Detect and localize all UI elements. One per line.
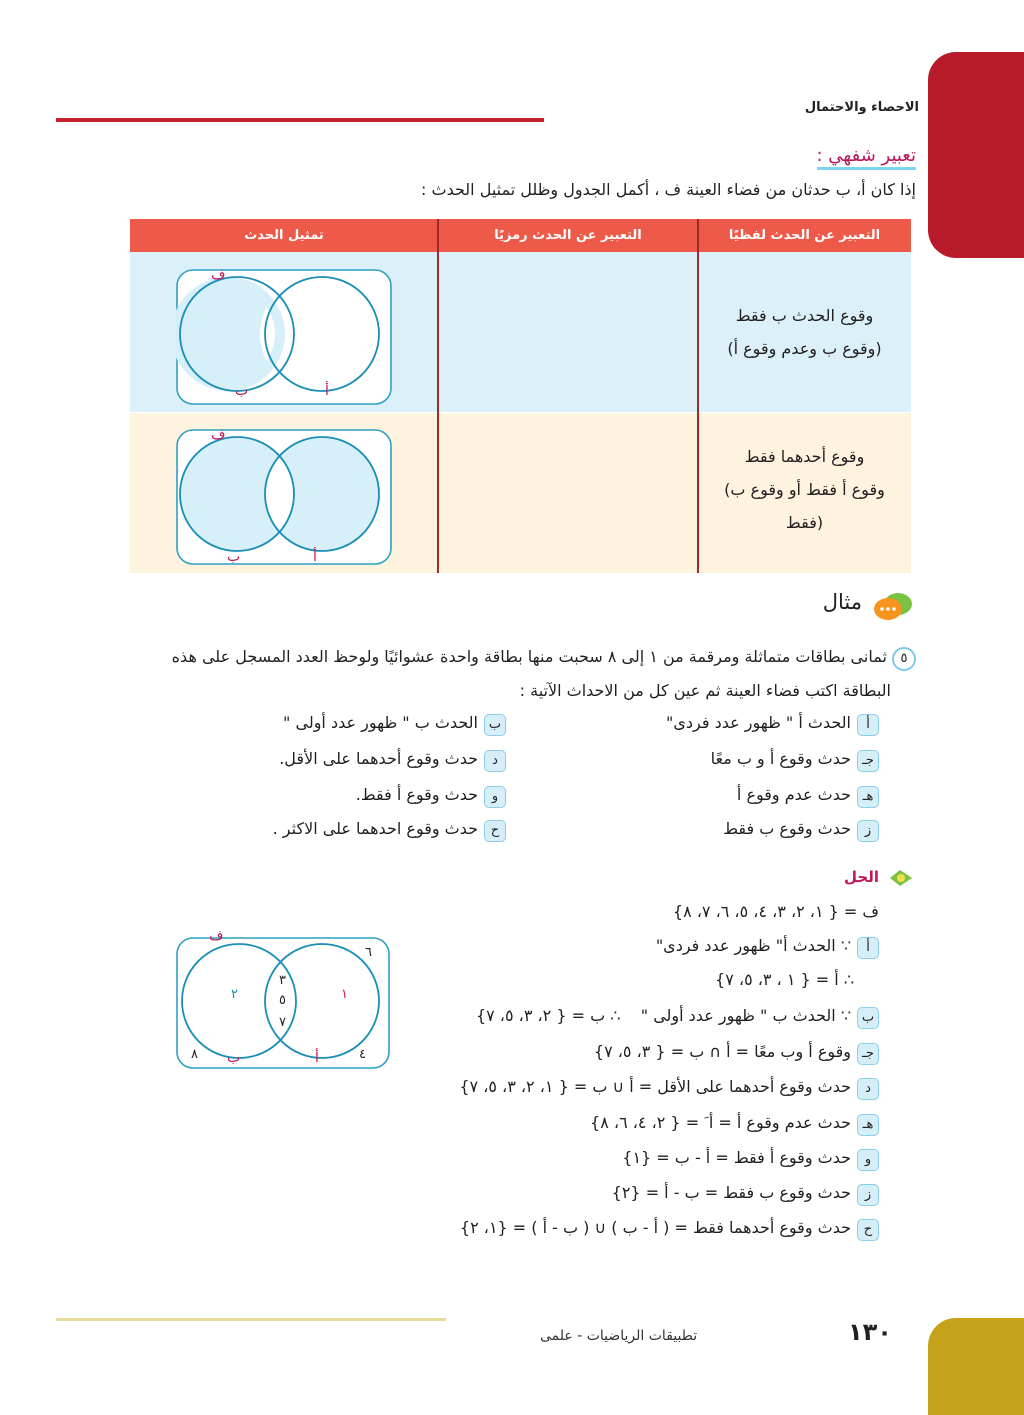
book-title: تطبيقات الرياضيات - علمى: [540, 1328, 698, 1344]
example-text-line1: ٥ ثمانى بطاقات متماثلة ومرقمة من ١ إلى ٨ سحبت منها بطاقة واحدة عشوائيًا ولوحظ العدد المسجل على هذه: [172, 647, 916, 671]
list-item: جـحدث وقوع أ و ب معًا: [711, 749, 879, 772]
b-label: ب: [235, 383, 249, 399]
solution-line: دحدث وقوع أحدهما على الأقل = أ ∪ ب = { ١، ٢، ٣، ٥، ٧}: [459, 1077, 879, 1100]
venn-symmetric-difference-diagram: [175, 427, 395, 567]
intersection-value: ٧: [279, 1015, 286, 1030]
outside-value: ٦: [365, 945, 372, 960]
example-number: ٥: [892, 647, 916, 671]
column-divider: [437, 219, 439, 573]
solution-line: وحدث وقوع أ فقط = أ - ب = {١}: [622, 1148, 879, 1171]
oral-intro-text: إذا كان أ، ب حدثان من فضاء العينة ف ، أكمل الجدول وظلل تمثيل الحدث :: [421, 180, 916, 199]
intersection-value: ٥: [279, 993, 286, 1008]
solution-line: زحدث وقوع ب فقط = ب - أ = {٢}: [612, 1183, 879, 1206]
list-item: ححدث وقوع احدهما على الاكثر .: [273, 819, 506, 842]
solution-label: الحل: [844, 868, 879, 886]
space-label: ف: [209, 928, 224, 944]
b-label: ب: [227, 549, 241, 565]
header-representation: تمثيل الحدث: [244, 228, 324, 243]
a-label: أ: [313, 549, 317, 565]
list-item: وحدث وقوع أ فقط.: [356, 785, 506, 808]
example-text-line2: البطاقة اكتب فضاء العينة ثم عين كل من الاحداث الآتية :: [519, 681, 891, 700]
set-b-circle: [180, 277, 294, 391]
section-title: الاحصاء والاحتمال: [804, 100, 919, 115]
a-label: أ: [315, 1050, 319, 1066]
header-symbolic: التعبير عن الحدث رمزيًا: [494, 228, 642, 243]
table-row: [130, 252, 911, 412]
speech-bubble-icon: [870, 590, 914, 624]
a-label: أ: [325, 383, 329, 399]
page-corner-tab: [928, 1318, 1024, 1415]
list-item: بالحدث ب " ظهور عدد أولى ": [283, 713, 506, 736]
outside-value: ٤: [359, 1047, 366, 1062]
header-rule: [56, 118, 544, 122]
table-header: [130, 219, 911, 252]
list-item: هـحدث عدم وقوع أ: [737, 785, 879, 808]
intersection-value: ٣: [279, 973, 286, 988]
solution-bullet-icon: [888, 868, 914, 888]
solution-line: هـحدث عدم وقوع أ = أ َ = { ٢، ٤، ٦، ٨}: [590, 1113, 879, 1136]
outside-value: ٨: [191, 1047, 198, 1062]
table-row: [130, 412, 911, 573]
only-b-value: ٢: [231, 987, 238, 1002]
page-number: ١٣٠: [848, 1318, 892, 1346]
list-item: أالحدث أ " ظهور عدد فردى": [666, 713, 879, 736]
only-a-value: ١: [341, 987, 348, 1002]
row1-verbal: وقوع الحدث ب فقط (وقوع ب وعدم وقوع أ): [727, 306, 882, 358]
sample-space: ف = { ١، ٢، ٣، ٤، ٥، ٦، ٧، ٨}: [672, 902, 879, 921]
header-verbal: التعبير عن الحدث لفظيًا: [728, 228, 881, 243]
list-item: دحدث وقوع أحدهما على الأقل.: [279, 749, 506, 772]
solution-line: ∴ أ = { ١ ، ٣، ٥، ٧}: [715, 970, 854, 989]
space-label: ف: [211, 267, 226, 283]
solution-venn-diagram: [175, 928, 395, 1072]
list-item: زحدث وقوع ب فقط: [723, 819, 879, 842]
oral-expression-title: تعبير شفهي :: [817, 145, 916, 166]
column-divider: [697, 219, 699, 573]
venn-row1-outline: [175, 267, 395, 407]
solution-line: ب∵ الحدث ب " ظهور عدد أولى " ∴ ب = { ٢، ٣، ٥، ٧}: [476, 1006, 879, 1029]
set-a-circle: [265, 277, 379, 391]
b-label: ب: [227, 1050, 241, 1066]
row2-verbal: وقوع أحدهما فقط (وقوع أ فقط أو وقوع ب فقط): [724, 447, 885, 532]
solution-line: أ∵ الحدث أ" ظهور عدد فردى": [656, 936, 879, 959]
footer-rule: [56, 1318, 446, 1321]
row-divider: [130, 412, 911, 413]
space-label: ف: [211, 427, 226, 443]
events-table: [130, 219, 911, 573]
solution-line: ححدث وقوع أحدهما فقط = ( أ - ب ) ∪ ( ب - أ ) = {١، ٢}: [460, 1218, 879, 1241]
chapter-tab: [928, 52, 1024, 258]
solution-line: جـوقوع أ وب معًا = أ ∩ ب = { ٣، ٥، ٧}: [594, 1042, 879, 1065]
example-label: مثال: [822, 590, 862, 614]
